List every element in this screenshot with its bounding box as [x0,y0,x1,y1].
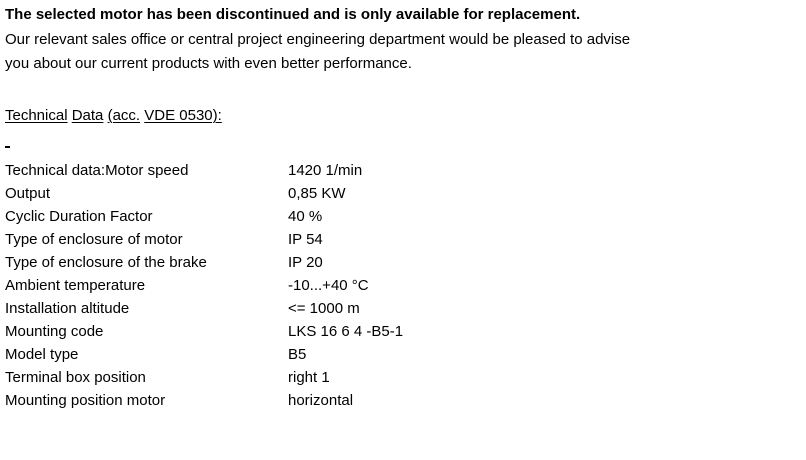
heading-word: Data [71,107,104,124]
spec-label: Installation altitude [5,300,130,317]
empty-line-marker [5,146,10,148]
spec-label: Mounting position motor [5,392,166,409]
spec-label: Model type [5,346,79,363]
spec-label: Mounting code [5,323,104,340]
spec-row [5,274,403,297]
spec-row [5,297,403,320]
spec-row [5,182,403,205]
spec-table [5,159,403,412]
spec-label: Technical data:Motor speed [5,162,189,179]
spec-row [5,320,403,343]
spec-row [5,251,403,274]
notice-body-line: you about our current products with even better performance. [5,55,412,72]
heading-word: VDE 0530): [144,107,222,124]
spec-value: B5 [288,346,307,363]
spec-value: IP 54 [288,231,323,248]
spec-row [5,343,403,366]
spec-label: Cyclic Duration Factor [5,208,153,225]
spec-label: Terminal box position [5,369,146,386]
spec-row [5,228,403,251]
heading-word: (acc. [107,107,141,124]
spec-row [5,366,403,389]
spec-label: Output [5,185,51,202]
spec-value: -10...+40 °C [288,277,369,294]
spec-label: Type of enclosure of the brake [5,254,207,271]
spec-row [5,205,403,228]
spec-label: Type of enclosure of motor [5,231,183,248]
spec-value: LKS 16 6 4 -B5-1 [288,323,404,340]
spec-value: horizontal [288,392,354,409]
spec-value: 0,85 KW [288,185,346,202]
technical-data-heading [5,107,222,124]
spec-row [5,159,403,182]
notice-body-line: Our relevant sales office or central project engineering department would be pleased to advise [5,31,631,48]
technical-data-page [5,0,806,460]
spec-value: <= 1000 m [288,300,360,317]
spec-label: Ambient temperature [5,277,146,294]
spec-value: 1420 1/min [288,162,363,179]
discontinued-notice-title: The selected motor has been discontinued and is only available for replacement. [5,6,581,23]
spec-value: 40 % [288,208,323,225]
spec-row [5,389,403,412]
spec-value: IP 20 [288,254,323,271]
discontinued-notice-body [5,28,630,76]
heading-word: Technical [5,107,68,124]
spec-value: right 1 [288,369,330,386]
spec-table-body [5,159,403,412]
